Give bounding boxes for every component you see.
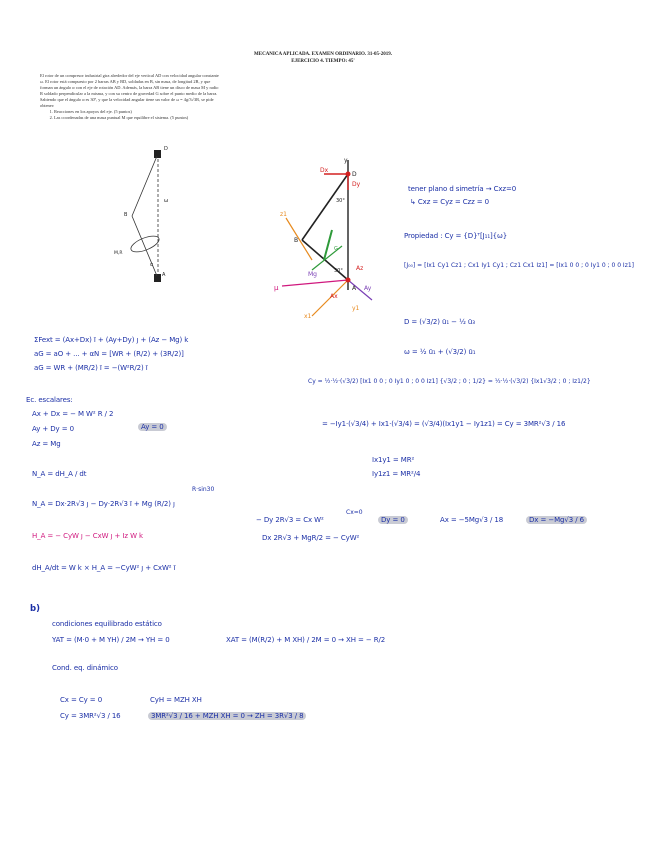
hw-a: A	[352, 285, 357, 292]
part-b-yat: YAT = (M·0 + M YH) / 2M → YH = 0	[52, 636, 170, 644]
note-moment-a: N_A = Dx·2R√3 ȷ − Dy·2R√3 ī + Mg (R/2) ȷ	[32, 500, 175, 508]
support-a	[154, 274, 161, 282]
z1-axis	[286, 218, 312, 260]
hw-z1: z1	[280, 211, 287, 218]
hw-dx: Dx	[320, 167, 329, 174]
result-eq2: Dx 2R√3 + MgR/2 = − CyW²	[262, 534, 360, 542]
part-b-label: b)	[30, 604, 40, 614]
result-dx: Dx = −Mg√3 / 6	[526, 516, 587, 524]
note-accel-1: aG = aO + ... + αN = [WR + (R/2) + (3R/2)]	[34, 350, 184, 358]
note-property: Propiedad : Cy = {D}ᵀ[J₁₁]{ω}	[404, 232, 508, 240]
statement-list	[40, 109, 220, 121]
note-derivative: dH_A/dt = W k × H_A = −CyW² ȷ + CxW² ī	[32, 564, 176, 572]
disk	[129, 233, 161, 255]
rotor-figure	[110, 142, 190, 292]
exercise-subheader: EJERCICIO 4. TIEMPO: 45'	[291, 59, 355, 64]
statement-text: El rotor de un compresor industrial gira alrededor del eje vertical AD con velocidad angular constante ω. El rotor está compuesto por 2 barras AB y BD, soldadas en B, sin masa, de longitud 2R, y que forman un ángulo α con el eje de rotación AD. Además, la barra AB tiene un disco de masa M y radio R soldado perpendicular a la misma, y con su centro de gravedad G sobre el punto medio de la barra. Sabiendo que el ángulo α es 30º, y que la velocidad angular tiene un valor de ω = 4g/3√3R, se pide obtener:	[40, 73, 219, 108]
point-a	[346, 278, 351, 283]
hw-angle-2: 30°	[334, 268, 343, 274]
label-alpha: α	[150, 262, 154, 268]
label-omega: ω	[164, 198, 169, 204]
note-ay-result: Ay = 0	[138, 423, 167, 431]
result-eq1: − Dy 2R√3 = Cx W²	[256, 516, 324, 524]
hw-y: y	[344, 157, 348, 164]
part-b-cx: Cx = Cy = 0	[60, 696, 103, 704]
note-angular-momentum: H_A = − CyW ȷ − CxW ȷ + Iz W k	[32, 532, 143, 540]
note-accel-2: aG = WR + (MR/2) ī = −(W²R/2) ī	[34, 364, 148, 372]
note-unit-d: D = (√3/2) ū₁ − ½ ū₃	[404, 318, 475, 326]
hw-angle-1: 30°	[336, 198, 345, 204]
note-moment-def: N_A = dH_A / dt	[32, 470, 87, 478]
label-d: D	[164, 146, 168, 152]
note-scalar-eqs: Ec. escalares:	[26, 396, 73, 404]
statement-item: 2. Las coordenadas de una masa puntual M que equilibre el sistema. (5 puntos)	[54, 115, 220, 121]
note-sum-forces: ΣFext = (Ax+Dx) ī + (Ay+Dy) ȷ + (Az − Mg) k	[34, 336, 189, 344]
hw-y1: y1	[352, 305, 360, 312]
result-dy: Dy = 0	[378, 516, 408, 524]
hw-ax: Ax	[330, 293, 338, 300]
label-mr: M,R	[114, 251, 123, 256]
hw-ay: Ay	[364, 285, 372, 292]
part-b-cyh: CyH = MZH XH	[150, 696, 202, 704]
note-products-zero: ↳ Cxz = Cyz = Czz = 0	[410, 198, 490, 206]
statement-item: 1. Reacciones en los apoyos del eje. (5 puntos)	[54, 109, 220, 115]
note-rsin30: R·sin30	[192, 486, 215, 493]
note-iyz: Iy1z1 = MR²/4	[372, 470, 421, 478]
hw-x1: x1	[304, 313, 312, 320]
note-cy-result: = −Iy1·(√3/4) + Ix1·(√3/4) = (√3/4)(Ix1y1 − Iy1z1) = Cy = 3MR²√3 / 16	[322, 420, 566, 428]
note-cy-product: Cy = ½·½·(√3/2) [Ix1 0 0 ; 0 Iy1 0 ; 0 0 Iz1] {√3/2 ; 0 ; 1/2} = ½·½·(√3/2) {Ix1√3/2 ; 0 ; Iz1/2}	[308, 378, 591, 385]
bar-bd	[132, 156, 157, 216]
hw-g: G	[334, 246, 338, 252]
label-a: A	[162, 272, 166, 278]
part-b-static: condiciones equilibrado estático	[52, 620, 162, 628]
hw-dy: Dy	[352, 181, 361, 188]
note-symmetry: tener plano d simetría → Cxz=0	[408, 185, 517, 193]
note-eq-x: Ax + Dx = − M W² R / 2	[32, 410, 114, 418]
hw-az: Az	[356, 265, 364, 272]
result-ax: Ax = −5Mg√3 / 18	[440, 516, 504, 524]
part-b-cy: Cy = 3MR²√3 / 16	[60, 712, 121, 720]
hw-mu: μ	[274, 284, 279, 292]
hw-mg: Mg	[308, 271, 317, 278]
result-cx0: Cx=0	[346, 509, 363, 516]
note-ixy: Ix1y1 = MR²	[372, 456, 415, 464]
exam-header: MECANICA APLICADA. EXAMEN ORDINARIO. 31-05-2019.	[254, 52, 392, 57]
part-b-xat: XAT = (M(R/2) + M XH) / 2M = 0 → XH = − R/2	[226, 636, 386, 644]
bar-bd-hw	[302, 174, 348, 240]
point-d	[346, 172, 351, 177]
support-d	[154, 150, 161, 158]
part-b-final: 3MR²√3 / 16 + MZH XH = 0 → ZH = 3R√3 / 8	[148, 712, 306, 720]
x-axis-pink	[282, 280, 348, 286]
free-body-diagram	[272, 150, 382, 320]
problem-statement	[40, 73, 220, 121]
part-b-dynamic: Cond. eq. dinámico	[52, 664, 118, 672]
note-inertia-tensor: [J₀₀] = [Ix1 Cy1 Cz1 ; Cx1 Iy1 Cy1 ; Cz1 Cx1 Iz1] = [Ix1 0 0 ; 0 Iy1 0 ; 0 0 Iz1]	[404, 262, 635, 269]
hw-d: D	[352, 171, 357, 178]
note-eq-z: Az = Mg	[32, 440, 61, 448]
label-b: B	[124, 212, 128, 218]
hw-b: B	[294, 237, 299, 244]
note-eq-y: Ay + Dy = 0	[32, 425, 74, 433]
note-omega: ω = ½ ū₁ + (√3/2) ū₁	[404, 348, 476, 356]
